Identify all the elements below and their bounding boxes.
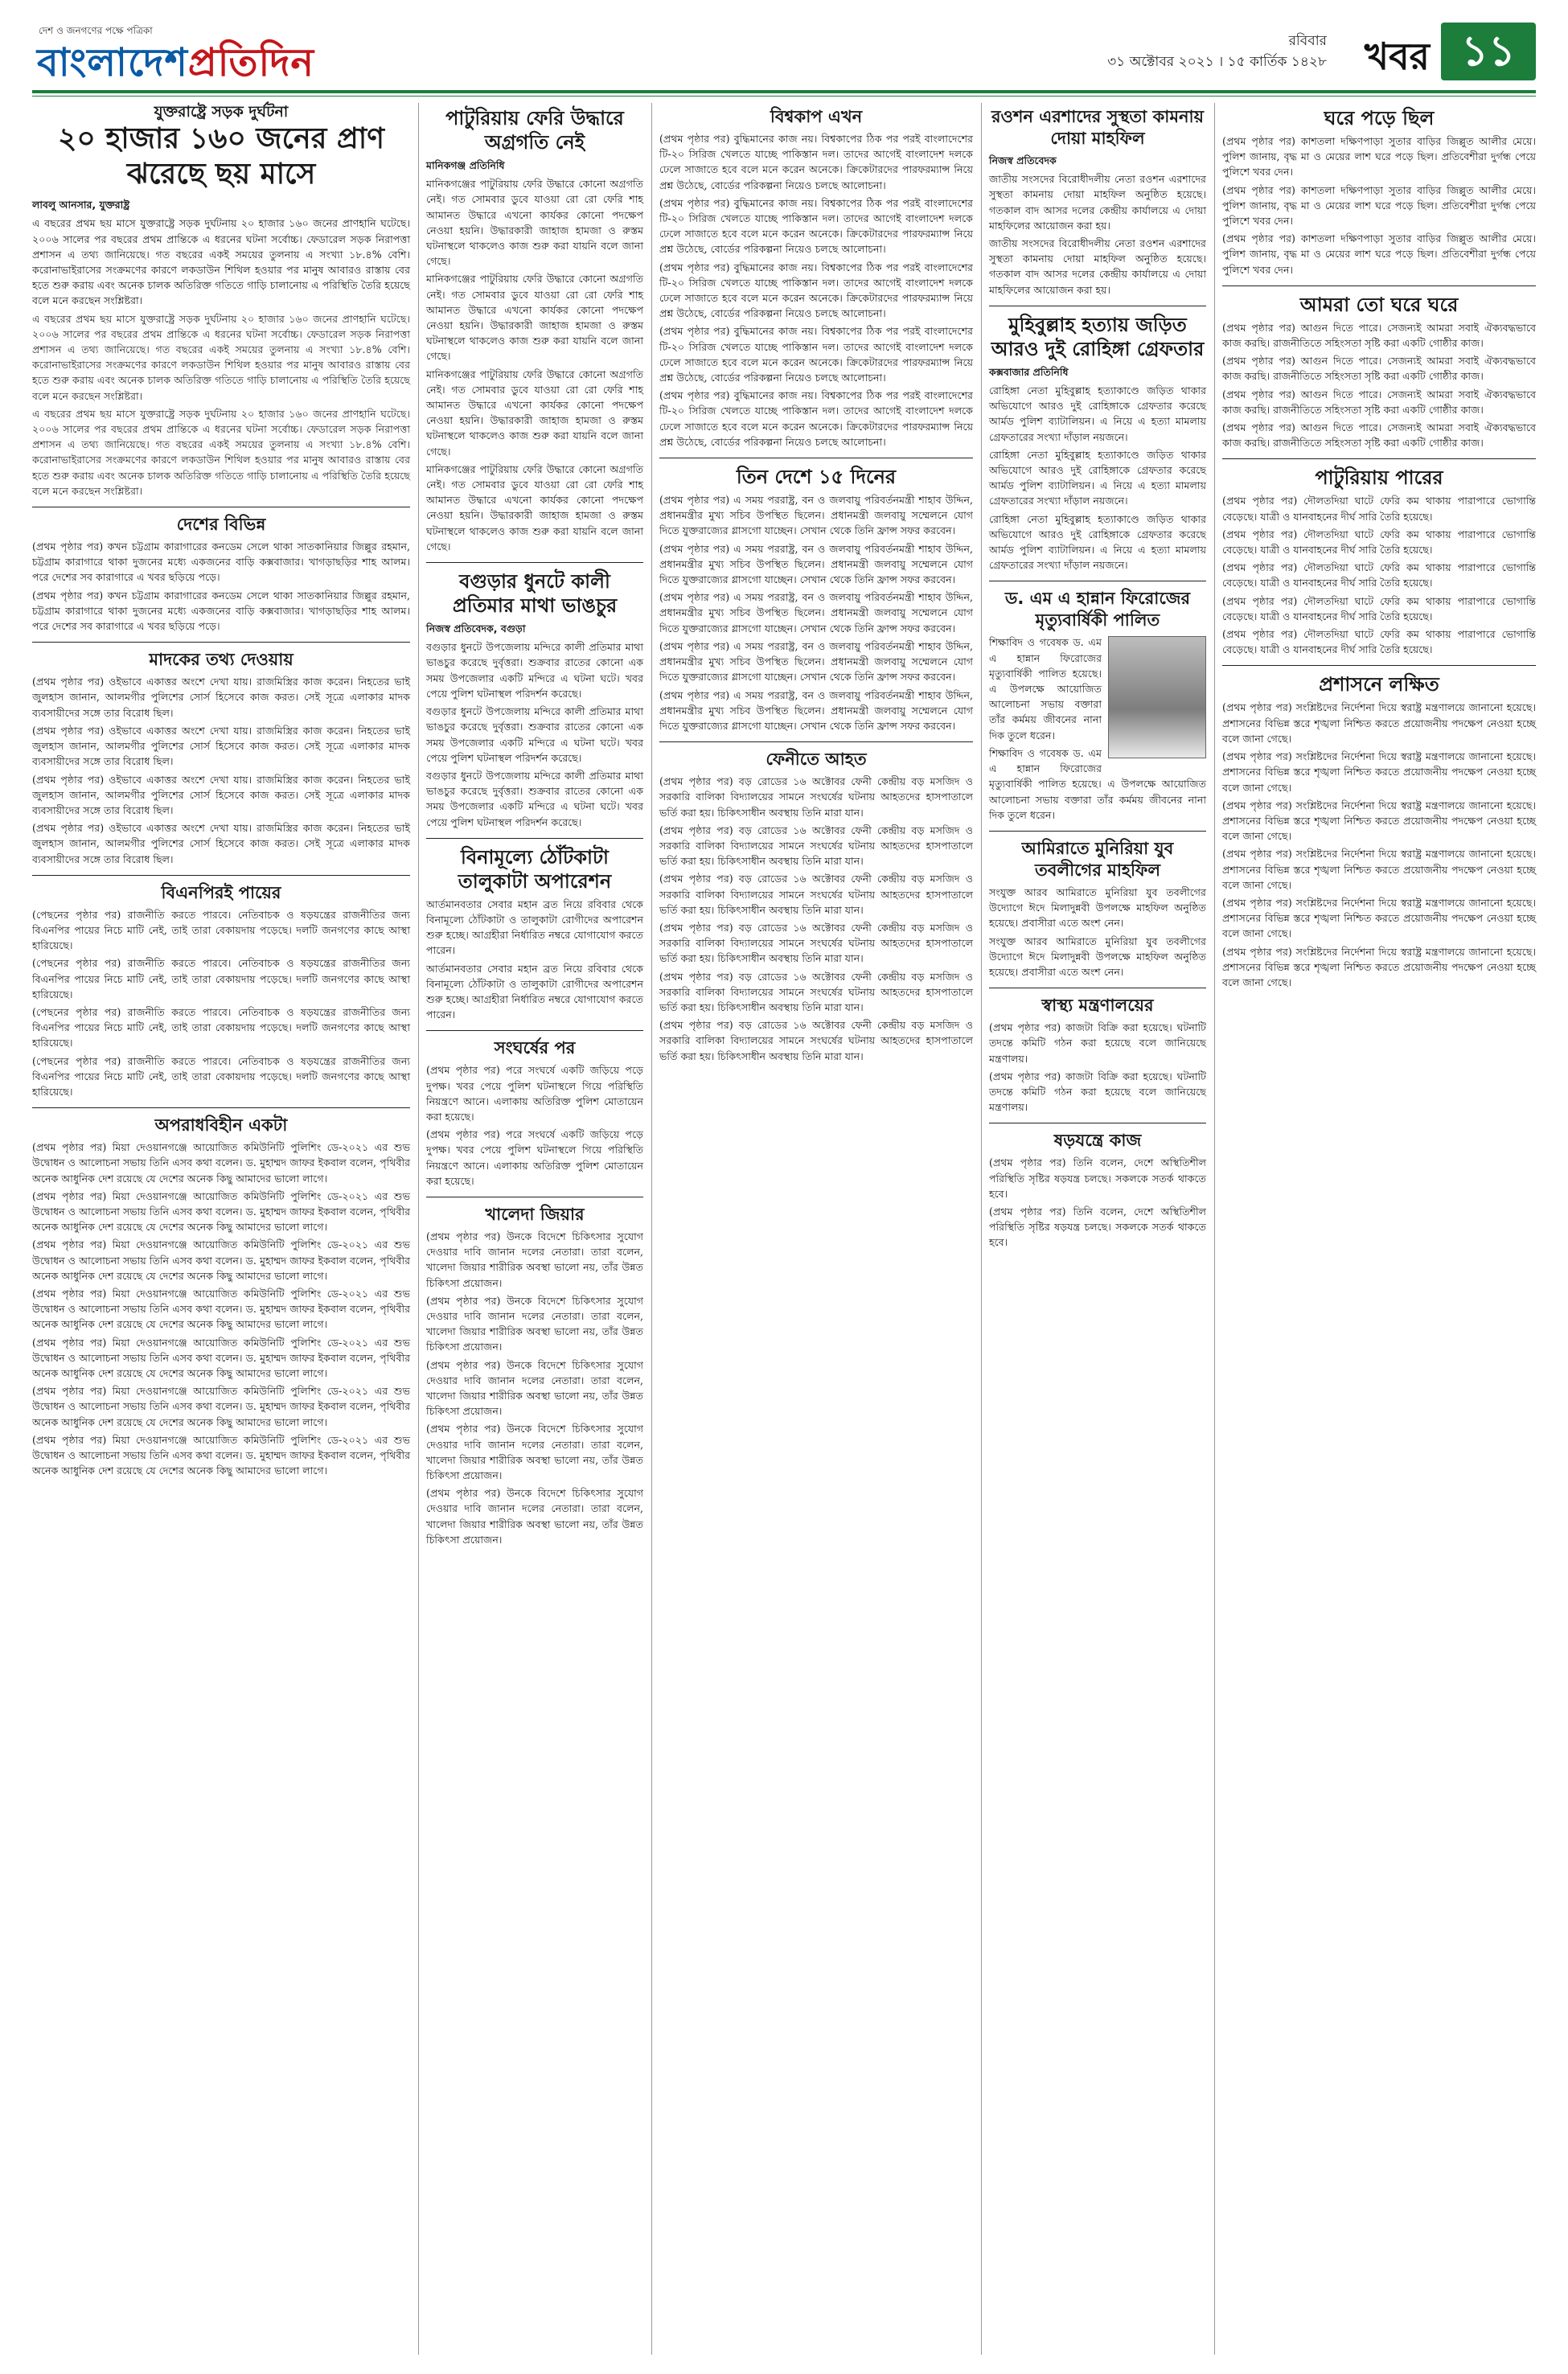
article-headline: বিএনপিরই পায়ের bbox=[161, 882, 281, 902]
article-paragraph: আর্তমানবতার সেবার মহান ব্রত নিয়ে রবিবার থেকে বিনামূল্যে ঠোঁটকাটা ও তালুকাটা রোগীদের অপারেশন শুরু হচ্ছে। আগ্রহীরা নির্ধারিত নম্বরে যোগাযোগ করতে পারেন। bbox=[426, 962, 643, 1021]
divider bbox=[32, 642, 410, 643]
article-ershad bbox=[989, 106, 1206, 298]
article-three-countries bbox=[659, 465, 973, 733]
article-headline: পাটুরিয়ায় পারের bbox=[1315, 466, 1443, 490]
column-3 bbox=[659, 103, 973, 1072]
article-byline: লাবলু আনসার, যুক্তরাষ্ট্র bbox=[32, 199, 130, 212]
article-headline: মুহিবুল্লাহ হত্যায় জড়িত আরও দুই রোহিঙ্গা গ্রেফতার bbox=[991, 313, 1205, 360]
article-paragraph: (প্রথম পৃষ্ঠার পর) মিয়া দেওয়ানগঞ্জে আয়োজিত কমিউনিটি পুলিশিং ডে-২০২১ এর শুভ উদ্বোধন ও আলোচনা সভায় তিনি এসব কথা বলেন। ড. মুহাম্মদ জাফর ইকবাল বলেন, পৃথিবীর অনেক আধুনিক দেশ রয়েছে যে দেশের অনেক কিছু আমাদের ভালো লাগে। bbox=[32, 1433, 410, 1477]
article-paragraph: মানিকগঞ্জের পাটুরিয়ায় ফেরি উদ্ধারে কোনো অগ্রগতি নেই। গত সোমবার ডুবে যাওয়া রো রো ফেরি শাহ আমানত উদ্ধারে এখনো কার্যকর কোনো পদক্ষেপ নেওয়া হয়নি। উদ্ধারকারী জাহাজ হামজা ও রুস্তম ঘটনাস্থলে থাকলেও কাজ শুরু করা যায়নি বলে জানা গেছে। bbox=[426, 462, 643, 552]
section-title: খবর bbox=[1364, 35, 1430, 78]
article-paragraph: (প্রথম পৃষ্ঠার পর) পরে সংঘর্ষে একটি জড়িয়ে পড়ে দুপক্ষ। খবর পেয়ে পুলিশ ঘটনাস্থলে গিয়ে পরিস্থিতি নিয়ন্ত্রণে আনে। এলাকায় অতিরিক্ত পুলিশ মোতায়েন করা হয়েছে। bbox=[426, 1064, 643, 1123]
article-paragraph: (প্রথম পৃষ্ঠার পর) ওইভাবে একাত্তর অংশে দেখা যায়। রাজমিস্ত্রির কাজ করেন। নিহতের ভাই জুলহাস জানান, আলমগীর পুলিশের সোর্স হিসেবে কাজ করত। সেই সূত্রে এলাকার মাদক ব্যবসায়ীদের সঙ্গে তার বিরোধ ছিল। bbox=[32, 676, 410, 719]
article-paragraph: বগুড়ার ধুনটে উপজেলায় মন্দিরে কালী প্রতিমার মাথা ভাঙচুর করেছে দুর্বৃত্তরা। শুক্রবার রাতের কোনো এক সময় উপজেলার একটি মন্দিরে এ ঘটনা ঘটে। খবর পেয়ে পুলিশ ঘটনাস্থল পরিদর্শন করেছে। bbox=[426, 641, 643, 700]
article-paragraph: এ বছরের প্রথম ছয় মাসে যুক্তরাষ্ট্রে সড়ক দুর্ঘটনায় ২০ হাজার ১৬০ জনের প্রাণহানি ঘটেছে। ২০০৬ সালের পর বছরের প্রথম প্রান্তিকে এ ধরনের ঘটনা সর্বোচ্চ। ফেডারেল সড়ক নিরাপত্তা প্রশাসন এ তথ্য জানিয়েছে। গত বছরের একই সময়ের তুলনায় এ সংখ্যা ১৮.৪% বেশি। করোনাভাইরাসের সংক্রমণের কারণে লকডাউন শিথিল হওয়ার পর মানুষ আবারও রাস্তায় বের হতে শুরু করায় এবং অনেক চালক অতিরিক্ত গতিতে গাড়ি চালানোয় এ পরিস্থিতি তৈরি হয়েছে বলে মনে করছেন সংশ্লিষ্টরা। bbox=[32, 407, 410, 497]
article-mahfil bbox=[989, 838, 1206, 980]
article-paragraph: রোহিঙ্গা নেতা মুহিবুল্লাহ হত্যাকাণ্ডে জড়িত থাকার অভিযোগে আরও দুই রোহিঙ্গাকে গ্রেফতার করেছে আর্মড পুলিশ ব্যাটালিয়ন। এ নিয়ে এ হত্যা মামলায় গ্রেফতারের সংখ্যা দাঁড়াল নয়জনে। bbox=[989, 384, 1206, 443]
article-body bbox=[32, 907, 410, 1099]
article-paragraph: (প্রথম পৃষ্ঠার পর) মিয়া দেওয়ানগঞ্জে আয়োজিত কমিউনিটি পুলিশিং ডে-২০২১ এর শুভ উদ্বোধন ও আলোচনা সভায় তিনি এসব কথা বলেন। ড. মুহাম্মদ জাফর ইকবাল বলেন, পৃথিবীর অনেক আধুনিক দেশ রয়েছে যে দেশের অনেক কিছু আমাদের ভালো লাগে। bbox=[32, 1189, 410, 1234]
divider bbox=[989, 831, 1206, 832]
article-paragraph: শিক্ষাবিদ ও গবেষক ড. এম এ হান্নান ফিরোজের মৃত্যুবার্ষিকী পালিত হয়েছে। এ উপলক্ষে আয়োজিত আলোচনা সভায় বক্তারা তাঁর কর্মময় জীবনের নানা দিক তুলে ধরেন। bbox=[989, 636, 1102, 741]
article-paragraph: (প্রথম পৃষ্ঠার পর) কাশতলা দক্ষিণপাড়া সুতার বাড়ির জিল্লুত আলীর মেয়ে। পুলিশ জানায়, বৃদ্ধ মা ও মেয়ের লাশ ঘরে পড়ে ছিল। প্রতিবেশীরা দুর্গন্ধ পেয়ে পুলিশে খবর দেন। bbox=[1222, 183, 1536, 228]
article-paragraph: (প্রথম পৃষ্ঠার পর) দৌলতদিয়া ঘাটে ফেরি কম থাকায় পারাপারে ভোগান্তি বেড়েছে। যাত্রী ও যানবাহনের দীর্ঘ সারি তৈরি হয়েছে। bbox=[1222, 628, 1536, 656]
article-kicker: যুক্তরাষ্ট্রে সড়ক দুর্ঘটনা bbox=[154, 103, 289, 121]
article-paragraph: এ বছরের প্রথম ছয় মাসে যুক্তরাষ্ট্রে সড়ক দুর্ঘটনায় ২০ হাজার ১৬০ জনের প্রাণহানি ঘটেছে। ২০০৬ সালের পর বছরের প্রথম প্রান্তিকে এ ধরনের ঘটনা সর্বোচ্চ। ফেডারেল সড়ক নিরাপত্তা প্রশাসন এ তথ্য জানিয়েছে। গত বছরের একই সময়ের তুলনায় এ সংখ্যা ১৮.৪% বেশি। করোনাভাইরাসের সংক্রমণের কারণে লকডাউন শিথিল হওয়ার পর মানুষ আবারও রাস্তায় বের হতে শুরু করায় এবং অনেক চালক অতিরিক্ত গতিতে গাড়ি চালানোয় এ পরিস্থিতি তৈরি হয়েছে বলে মনে করছেন সংশ্লিষ্টরা। bbox=[32, 217, 410, 307]
column-2 bbox=[426, 103, 643, 1555]
article-paragraph: (প্রথম পৃষ্ঠার পর) উনকে বিদেশে চিকিৎসার সুযোগ দেওয়ার দাবি জানান দলের নেতারা। তারা বলেন, খালেদা জিয়ার শারীরিক অবস্থা ভালো নয়, তাঁর উন্নত চিকিৎসা প্রয়োজন। bbox=[426, 1423, 643, 1482]
article-headline: রওশন এরশাদের সুস্থতা কামনায় দোয়া মাহফিল bbox=[991, 107, 1205, 148]
article-paragraph: (প্রথম পৃষ্ঠার পর) উনকে বিদেশে চিকিৎসার সুযোগ দেওয়ার দাবি জানান দলের নেতারা। তারা বলেন, খালেদা জিয়ার শারীরিক অবস্থা ভালো নয়, তাঁর উন্নত চিকিৎসা প্রয়োজন। bbox=[426, 1487, 643, 1546]
logo-part1: বাংলাদেশ bbox=[37, 40, 188, 85]
masthead-right bbox=[876, 19, 1536, 88]
article-paragraph: (প্রথম পৃষ্ঠার পর) বুদ্ধিমানের কাজ নয়। বিশ্বকাপের ঠিক পর পরই বাংলাদেশের টি-২০ সিরিজ খেলতে যাচ্ছে পাকিস্তান দল। তাদের আগেই বাংলাদেশ দলকে ঢেলে সাজাতে হবে বলে মনে করেন অনেকে। ক্রিকেটারদের পারফরম্যান্স নিয়ে প্রশ্ন উঠেছে, বোর্ডের পরিকল্পনা নিয়েও চলছে আলোচনা। bbox=[659, 389, 973, 448]
article-worldcup bbox=[659, 106, 973, 450]
article-headline: পাটুরিয়ায় ফেরি উদ্ধারে অগ্রগতি নেই bbox=[445, 107, 624, 154]
article-headline: বিনামূল্যে ঠোঁটকাটা তালুকাটা অপারেশন bbox=[458, 845, 612, 893]
issue-full-date: ৩১ অক্টোবর ২০২১ । ১৫ কার্তিক ১৪২৮ bbox=[1107, 54, 1327, 70]
column-separator bbox=[418, 103, 419, 2355]
article-paragraph: সংযুক্ত আরব আমিরাতে মুনিরিয়া যুব তবলীগের উদ্যোগে ঈদে মিলাদুন্নবী উপলক্ষে মাহফিল অনুষ্ঠিত হয়েছে। প্রবাসীরা এতে অংশ নেন। bbox=[989, 934, 1206, 978]
column-5 bbox=[1222, 103, 1536, 998]
article-body bbox=[989, 1020, 1206, 1115]
logo-tagline: দেশ ও জনগণের পক্ষে পত্রিকা bbox=[39, 25, 153, 36]
article-body bbox=[426, 1229, 643, 1547]
article-paragraph: (পেছনের পৃষ্ঠার পর) রাজনীতি করতে পারবে। নেতিবাচক ও ষড়যন্ত্রের রাজনীতির জন্য বিএনপির পায়ের নিচে মাটি নেই, তাই তারা বেকায়দায় পড়েছে। দলটি জনগণের কাছে আস্থা হারিয়েছে। bbox=[32, 908, 410, 952]
article-paragraph: (প্রথম পৃষ্ঠার পর) পরে সংঘর্ষে একটি জড়িয়ে পড়ে দুপক্ষ। খবর পেয়ে পুলিশ ঘটনাস্থলে গিয়ে পরিস্থিতি নিয়ন্ত্রণে আনে। এলাকায় অতিরিক্ত পুলিশ মোতায়েন করা হয়েছে। bbox=[426, 1128, 643, 1187]
portrait-photo bbox=[1108, 636, 1206, 758]
article-body bbox=[1222, 320, 1536, 451]
article-paragraph: মানিকগঞ্জের পাটুরিয়ায় ফেরি উদ্ধারে কোনো অগ্রগতি নেই। গত সোমবার ডুবে যাওয়া রো রো ফেরি শাহ আমানত উদ্ধারে এখনো কার্যকর কোনো পদক্ষেপ নেওয়া হয়নি। উদ্ধারকারী জাহাজ হামজা ও রুস্তম ঘটনাস্থলে থাকলেও কাজ শুরু করা যায়নি বলে জানা গেছে। bbox=[426, 368, 643, 458]
article-paragraph: (প্রথম পৃষ্ঠার পর) আগুন দিতে পারে। সেজন্যই আমরা সবাই ঐক্যবদ্ধভাবে কাজ করছি। রাজনীতিতে সহিংসতা সৃষ্টি করা একটি গোষ্ঠীর কাজ। bbox=[1222, 321, 1536, 350]
article-paragraph: (প্রথম পৃষ্ঠার পর) তিনি বলেন, দেশে অস্থিতিশীল পরিস্থিতি সৃষ্টির ষড়যন্ত্র চলছে। সকলকে সতর্ক থাকতে হবে। bbox=[989, 1156, 1206, 1200]
column-1 bbox=[32, 103, 410, 1486]
article-paragraph: মানিকগঞ্জের পাটুরিয়ায় ফেরি উদ্ধারে কোনো অগ্রগতি নেই। গত সোমবার ডুবে যাওয়া রো রো ফেরি শাহ আমানত উদ্ধারে এখনো কার্যকর কোনো পদক্ষেপ নেওয়া হয়নি। উদ্ধারকারী জাহাজ হামজা ও রুস্তম ঘটনাস্থলে থাকলেও কাজ শুরু করা যায়নি বলে জানা গেছে। bbox=[426, 178, 643, 268]
article-paragraph: (প্রথম পৃষ্ঠার পর) ওইভাবে একাত্তর অংশে দেখা যায়। রাজমিস্ত্রির কাজ করেন। নিহতের ভাই জুলহাস জানান, আলমগীর পুলিশের সোর্স হিসেবে কাজ করত। সেই সূত্রে এলাকার মাদক ব্যবসায়ীদের সঙ্গে তার বিরোধ ছিল। bbox=[32, 822, 410, 865]
article-paragraph: রোহিঙ্গা নেতা মুহিবুল্লাহ হত্যাকাণ্ডে জড়িত থাকার অভিযোগে আরও দুই রোহিঙ্গাকে গ্রেফতার করেছে আর্মড পুলিশ ব্যাটালিয়ন। এ নিয়ে এ হত্যা মামলায় গ্রেফতারের সংখ্যা দাঁড়াল নয়জনে। bbox=[989, 448, 1206, 507]
masthead-rule-thin bbox=[32, 96, 1536, 97]
divider bbox=[1222, 665, 1536, 666]
divider bbox=[32, 875, 410, 876]
article-paragraph: (প্রথম পৃষ্ঠার পর) আগুন দিতে পারে। সেজন্যই আমরা সবাই ঐক্যবদ্ধভাবে কাজ করছি। রাজনীতিতে সহিংসতা সৃষ্টি করা একটি গোষ্ঠীর কাজ। bbox=[1222, 388, 1536, 416]
article-paragraph: (প্রথম পৃষ্ঠার পর) বড় রোডের ১৬ অক্টোবর ফেনী কেন্দ্রীয় বড় মসজিদ ও সরকারি বালিকা বিদ্যালয়ের সামনে সংঘর্ষের ঘটনায় আহতদের হাসপাতালে ভর্তি করা হয়। চিকিৎসাধীন অবস্থায় তিনি মারা যান। bbox=[659, 775, 973, 819]
article-conflict bbox=[426, 1037, 643, 1189]
article-paragraph: রোহিঙ্গা নেতা মুহিবুল্লাহ হত্যাকাণ্ডে জড়িত থাকার অভিযোগে আরও দুই রোহিঙ্গাকে গ্রেফতার করেছে আর্মড পুলিশ ব্যাটালিয়ন। এ নিয়ে এ হত্যা মামলায় গ্রেফতারের সংখ্যা দাঁড়াল নয়জনে। bbox=[989, 512, 1206, 572]
article-paragraph: (প্রথম পৃষ্ঠার পর) কাজটা বিক্রি করা হয়েছে। ঘটনাটি তদন্তে কমিটি গঠন করা হয়েছে বলে জানিয়েছে মন্ত্রণালয়। bbox=[989, 1021, 1206, 1065]
divider bbox=[659, 741, 973, 742]
article-paragraph: (প্রথম পৃষ্ঠার পর) এ সময় পররাষ্ট্র, বন ও জলবায়ু পরিবর্তনমন্ত্রী শাহাব উদ্দিন, প্রধানমন্ত্রীর মুখ্য সচিব উপস্থিত ছিলেন। প্রধানমন্ত্রী জলবায়ু সম্মেলনে যোগ দিতে যুক্তরাজ্যের গ্লাসগো যাচ্ছেন। সেখান থেকে তিনি ফ্রান্স সফর করবেন। bbox=[659, 688, 973, 732]
article-paragraph: (প্রথম পৃষ্ঠার পর) সংশ্লিষ্টদের নির্দেশনা দিয়ে স্বরাষ্ট্র মন্ত্রণালয়ে জানানো হয়েছে। প্রশাসনের বিভিন্ন স্তরে শৃঙ্খলা নিশ্চিত করতে প্রয়োজনীয় পদক্ষেপ নেওয়া হচ্ছে বলে জানা গেছে। bbox=[1222, 896, 1536, 940]
article-paragraph: (প্রথম পৃষ্ঠার পর) দৌলতদিয়া ঘাটে ফেরি কম থাকায় পারাপারে ভোগান্তি বেড়েছে। যাত্রী ও যানবাহনের দীর্ঘ সারি তৈরি হয়েছে। bbox=[1222, 528, 1536, 557]
article-paragraph: (প্রথম পৃষ্ঠার পর) বড় রোডের ১৬ অক্টোবর ফেনী কেন্দ্রীয় বড় মসজিদ ও সরকারি বালিকা বিদ্যালয়ের সামনে সংঘর্ষের ঘটনায় আহতদের হাসপাতালে ভর্তি করা হয়। চিকিৎসাধীন অবস্থায় তিনি মারা যান। bbox=[659, 824, 973, 868]
article-headline: ঘরে পড়ে ছিল bbox=[1324, 107, 1435, 129]
article-paragraph: (প্রথম পৃষ্ঠার পর) ওইভাবে একাত্তর অংশে দেখা যায়। রাজমিস্ত্রির কাজ করেন। নিহতের ভাই জুলহাস জানান, আলমগীর পুলিশের সোর্স হিসেবে কাজ করত। সেই সূত্রে এলাকার মাদক ব্যবসায়ীদের সঙ্গে তার বিরোধ ছিল। bbox=[32, 773, 410, 816]
article-body bbox=[426, 639, 643, 829]
divider bbox=[1222, 458, 1536, 459]
article-paragraph: (প্রথম পৃষ্ঠার পর) এ সময় পররাষ্ট্র, বন ও জলবায়ু পরিবর্তনমন্ত্রী শাহাব উদ্দিন, প্রধানমন্ত্রীর মুখ্য সচিব উপস্থিত ছিলেন। প্রধানমন্ত্রী জলবায়ু সম্মেলনে যোগ দিতে যুক্তরাজ্যের গ্লাসগো যাচ্ছেন। সেখান থেকে তিনি ফ্রান্স সফর করবেন। bbox=[659, 591, 973, 635]
article-body bbox=[989, 885, 1206, 980]
masthead bbox=[32, 19, 1536, 88]
article-body bbox=[659, 774, 973, 1064]
article-plot bbox=[989, 1130, 1206, 1250]
article-paragraph: (প্রথম পৃষ্ঠার পর) কখন চট্টগ্রাম কারাগারের কনডেম সেলে থাকা সাতকানিয়ার জিল্লুর রহমান, চট্টগ্রাম কারাগারে থাকা দুজনের মধ্যে একজনের বাড়ি কক্সবাজার। খাগড়াছড়ির শাহ আলম। পরে দেশের সব কারাগারে এ খবর ছড়িয়ে পড়ে। bbox=[32, 589, 410, 633]
article-bnp bbox=[32, 882, 410, 1099]
article-paragraph: (প্রথম পৃষ্ঠার পর) কখন চট্টগ্রাম কারাগারের কনডেম সেলে থাকা সাতকানিয়ার জিল্লুর রহমান, চট্টগ্রাম কারাগারে থাকা দুজনের মধ্যে একজনের বাড়ি কক্সবাজার। খাগড়াছড়ির শাহ আলম। পরে দেশের সব কারাগারে এ খবর ছড়িয়ে পড়ে। bbox=[32, 540, 410, 584]
article-paturia bbox=[426, 106, 643, 554]
article-body bbox=[989, 1155, 1206, 1250]
article-paragraph: (প্রথম পৃষ্ঠার পর) বুদ্ধিমানের কাজ নয়। বিশ্বকাপের ঠিক পর পরই বাংলাদেশের টি-২০ সিরিজ খেলতে যাচ্ছে পাকিস্তান দল। তাদের আগেই বাংলাদেশ দলকে ঢেলে সাজাতে হবে বলে মনে করেন অনেকে। ক্রিকেটারদের পারফরম্যান্স নিয়ে প্রশ্ন উঠেছে, বোর্ডের পরিকল্পনা নিয়েও চলছে আলোচনা। bbox=[659, 133, 973, 191]
column-separator bbox=[981, 103, 982, 2355]
column-separator bbox=[651, 103, 652, 2355]
article-body bbox=[1222, 493, 1536, 657]
article-muhibullah bbox=[989, 313, 1206, 573]
article-headline: অপরাধবিহীন একটা bbox=[154, 1115, 288, 1136]
article-headline: স্বাস্থ্য মন্ত্রণালয়ের bbox=[1041, 996, 1154, 1016]
article-paragraph: (প্রথম পৃষ্ঠার পর) বুদ্ধিমানের কাজ নয়। বিশ্বকাপের ঠিক পর পরই বাংলাদেশের টি-২০ সিরিজ খেলতে যাচ্ছে পাকিস্তান দল। তাদের আগেই বাংলাদেশ দলকে ঢেলে সাজাতে হবে বলে মনে করেন অনেকে। ক্রিকেটারদের পারফরম্যান্স নিয়ে প্রশ্ন উঠেছে, বোর্ডের পরিকল্পনা নিয়েও চলছে আলোচনা। bbox=[659, 325, 973, 384]
article-paragraph: (প্রথম পৃষ্ঠার পর) সংশ্লিষ্টদের নির্দেশনা দিয়ে স্বরাষ্ট্র মন্ত্রণালয়ে জানানো হয়েছে। প্রশাসনের বিভিন্ন স্তরে শৃঙ্খলা নিশ্চিত করতে প্রয়োজনীয় পদক্ষেপ নেওয়া হচ্ছে বলে জানা গেছে। bbox=[1222, 848, 1536, 891]
article-paragraph: (প্রথম পৃষ্ঠার পর) সংশ্লিষ্টদের নির্দেশনা দিয়ে স্বরাষ্ট্র মন্ত্রণালয়ে জানানো হয়েছে। প্রশাসনের বিভিন্ন স্তরে শৃঙ্খলা নিশ্চিত করতে প্রয়োজনীয় পদক্ষেপ নেওয়া হচ্ছে বলে জানা গেছে। bbox=[1222, 799, 1536, 843]
article-headline: বিশ্বকাপ এখন bbox=[770, 107, 863, 126]
article-headline: তিন দেশে ১৫ দিনের bbox=[736, 466, 897, 489]
article-headline: ড. এম এ হান্নান ফিরোজের মৃত্যুবার্ষিকী পালিত bbox=[1004, 589, 1191, 630]
article-paragraph: (প্রথম পৃষ্ঠার পর) উনকে বিদেশে চিকিৎসার সুযোগ দেওয়ার দাবি জানান দলের নেতারা। তারা বলেন, খালেদা জিয়ার শারীরিক অবস্থা ভালো নয়, তাঁর উন্নত চিকিৎসা প্রয়োজন। bbox=[426, 1358, 643, 1418]
article-paragraph: (প্রথম পৃষ্ঠার পর) মিয়া দেওয়ানগঞ্জে আয়োজিত কমিউনিটি পুলিশিং ডে-২০২১ এর শুভ উদ্বোধন ও আলোচনা সভায় তিনি এসব কথা বলেন। ড. মুহাম্মদ জাফর ইকবাল বলেন, পৃথিবীর অনেক আধুনিক দেশ রয়েছে যে দেশের অনেক কিছু আমাদের ভালো লাগে। bbox=[32, 1238, 410, 1282]
article-paturia-ghat bbox=[1222, 466, 1536, 657]
logo-part2: প্রতিদিন bbox=[187, 40, 315, 85]
logo bbox=[32, 19, 370, 88]
article-body bbox=[426, 176, 643, 554]
article-paragraph: (প্রথম পৃষ্ঠার পর) আগুন দিতে পারে। সেজন্যই আমরা সবাই ঐক্যবদ্ধভাবে কাজ করছি। রাজনীতিতে সহিংসতা সৃষ্টি করা একটি গোষ্ঠীর কাজ। bbox=[1222, 355, 1536, 383]
article-headline: আমরা তো ঘরে ঘরে bbox=[1299, 293, 1459, 316]
article-headline: প্রশাসনে লক্ষিত bbox=[1319, 673, 1439, 696]
article-cleft bbox=[426, 845, 643, 1023]
article-paragraph: (প্রথম পৃষ্ঠার পর) দৌলতদিয়া ঘাটে ফেরি কম থাকায় পারাপারে ভোগান্তি বেড়েছে। যাত্রী ও যানবাহনের দীর্ঘ সারি তৈরি হয়েছে। bbox=[1222, 594, 1536, 622]
article-paragraph: (প্রথম পৃষ্ঠার পর) সংশ্লিষ্টদের নির্দেশনা দিয়ে স্বরাষ্ট্র মন্ত্রণালয়ে জানানো হয়েছে। প্রশাসনের বিভিন্ন স্তরে শৃঙ্খলা নিশ্চিত করতে প্রয়োজনীয় পদক্ষেপ নেওয়া হচ্ছে বলে জানা গেছে। bbox=[1222, 701, 1536, 745]
article-paragraph: (প্রথম পৃষ্ঠার পর) এ সময় পররাষ্ট্র, বন ও জলবায়ু পরিবর্তনমন্ত্রী শাহাব উদ্দিন, প্রধানমন্ত্রীর মুখ্য সচিব উপস্থিত ছিলেন। প্রধানমন্ত্রী জলবায়ু সম্মেলনে যোগ দিতে যুক্তরাজ্যের গ্লাসগো যাচ্ছেন। সেখান থেকে তিনি ফ্রান্স সফর করবেন। bbox=[659, 639, 973, 684]
article-byline: মানিকগঞ্জ প্রতিনিধি bbox=[426, 159, 505, 171]
article-obituary bbox=[989, 588, 1206, 822]
article-paragraph: (প্রথম পৃষ্ঠার পর) মিয়া দেওয়ানগঞ্জে আয়োজিত কমিউনিটি পুলিশিং ডে-২০২১ এর শুভ উদ্বোধন ও আলোচনা সভায় তিনি এসব কথা বলেন। ড. মুহাম্মদ জাফর ইকবাল বলেন, পৃথিবীর অনেক আধুনিক দেশ রয়েছে যে দেশের অনেক কিছু আমাদের ভালো লাগে। bbox=[32, 1385, 410, 1428]
divider bbox=[32, 1107, 410, 1108]
article-headline: দেশের বিভিন্ন bbox=[176, 515, 266, 535]
article-paragraph: মানিকগঞ্জের পাটুরিয়ায় ফেরি উদ্ধারে কোনো অগ্রগতি নেই। গত সোমবার ডুবে যাওয়া রো রো ফেরি শাহ আমানত উদ্ধারে এখনো কার্যকর কোনো পদক্ষেপ নেওয়া হয়নি। উদ্ধারকারী জাহাজ হামজা ও রুস্তম ঘটনাস্থলে থাকলেও কাজ শুরু করা যায়নি বলে জানা গেছে। bbox=[426, 273, 643, 363]
article-paragraph: (প্রথম পৃষ্ঠার পর) বড় রোডের ১৬ অক্টোবর ফেনী কেন্দ্রীয় বড় মসজিদ ও সরকারি বালিকা বিদ্যালয়ের সামনে সংঘর্ষের ঘটনায় আহতদের হাসপাতালে ভর্তি করা হয়। চিকিৎসাধীন অবস্থায় তিনি মারা যান। bbox=[659, 970, 973, 1013]
article-body bbox=[659, 131, 973, 450]
article-amra bbox=[1222, 293, 1536, 451]
article-body bbox=[32, 674, 410, 866]
article-country bbox=[32, 514, 410, 634]
article-paragraph: (প্রথম পৃষ্ঠার পর) উনকে বিদেশে চিকিৎসার সুযোগ দেওয়ার দাবি জানান দলের নেতারা। তারা বলেন, খালেদা জিয়ার শারীরিক অবস্থা ভালো নয়, তাঁর উন্নত চিকিৎসা প্রয়োজন। bbox=[426, 1230, 643, 1289]
article-byline: নিজস্ব প্রতিবেদক, বগুড়া bbox=[426, 622, 526, 635]
article-body bbox=[659, 492, 973, 733]
article-paragraph: আর্তমানবতার সেবার মহান ব্রত নিয়ে রবিবার থেকে বিনামূল্যে ঠোঁটকাটা ও তালুকাটা রোগীদের অপারেশন শুরু হচ্ছে। আগ্রহীরা নির্ধারিত নম্বরে যোগাযোগ করতে পারেন। bbox=[426, 897, 643, 957]
article-paragraph: (প্রথম পৃষ্ঠার পর) কাজটা বিক্রি করা হয়েছে। ঘটনাটি তদন্তে কমিটি গঠন করা হয়েছে বলে জানিয়েছে মন্ত্রণালয়। bbox=[989, 1070, 1206, 1114]
article-akta bbox=[32, 1115, 410, 1478]
article-byline: নিজস্ব প্রতিবেদক bbox=[989, 154, 1057, 166]
article-paragraph: (প্রথম পৃষ্ঠার পর) দৌলতদিয়া ঘাটে ফেরি কম থাকায় পারাপারে ভোগান্তি বেড়েছে। যাত্রী ও যানবাহনের দীর্ঘ সারি তৈরি হয়েছে। bbox=[1222, 495, 1536, 523]
divider bbox=[426, 1030, 643, 1031]
article-byline: কক্সবাজার প্রতিনিধি bbox=[989, 365, 1069, 378]
article-paragraph: (প্রথম পৃষ্ঠার পর) মিয়া দেওয়ানগঞ্জে আয়োজিত কমিউনিটি পুলিশিং ডে-২০২১ এর শুভ উদ্বোধন ও আলোচনা সভায় তিনি এসব কথা বলেন। ড. মুহাম্মদ জাফর ইকবাল বলেন, পৃথিবীর অনেক আধুনিক দেশ রয়েছে যে দেশের অনেক কিছু আমাদের ভালো লাগে। bbox=[32, 1287, 410, 1331]
article-paragraph: (প্রথম পৃষ্ঠার পর) মিয়া দেওয়ানগঞ্জে আয়োজিত কমিউনিটি পুলিশিং ডে-২০২১ এর শুভ উদ্বোধন ও আলোচনা সভায় তিনি এসব কথা বলেন। ড. মুহাম্মদ জাফর ইকবাল বলেন, পৃথিবীর অনেক আধুনিক দেশ রয়েছে যে দেশের অনেক কিছু আমাদের ভালো লাগে। bbox=[32, 1141, 410, 1185]
article-khaleda bbox=[426, 1204, 643, 1547]
article-body bbox=[32, 539, 410, 634]
article-headline: ষড়যন্ত্রে কাজ bbox=[1053, 1131, 1142, 1151]
article-paragraph: সংযুক্ত আরব আমিরাতে মুনিরিয়া যুব তবলীগের উদ্যোগে ঈদে মিলাদুন্নবী উপলক্ষে মাহফিল অনুষ্ঠিত হয়েছে। প্রবাসীরা এতে অংশ নেন। bbox=[989, 885, 1206, 930]
article-paragraph: বগুড়ার ধুনটে উপজেলায় মন্দিরে কালী প্রতিমার মাথা ভাঙচুর করেছে দুর্বৃত্তরা। শুক্রবার রাতের কোনো এক সময় উপজেলার একটি মন্দিরে এ ঘটনা ঘটে। খবর পেয়ে পুলিশ ঘটনাস্থল পরিদর্শন করেছে। bbox=[426, 705, 643, 764]
article-paragraph: জাতীয় সংসদের বিরোধীদলীয় নেতা রওশন এরশাদের সুস্থতা কামনায় দোয়া মাহফিল অনুষ্ঠিত হয়েছে। গতকাল বাদ আসর দলের কেন্দ্রীয় কার্যালয়ে এ দোয়া মাহফিলের আয়োজন করা হয়। bbox=[989, 237, 1206, 296]
article-drugs bbox=[32, 649, 410, 866]
article-paragraph: এ বছরের প্রথম ছয় মাসে যুক্তরাষ্ট্রে সড়ক দুর্ঘটনায় ২০ হাজার ১৬০ জনের প্রাণহানি ঘটেছে। ২০০৬ সালের পর বছরের প্রথম প্রান্তিকে এ ধরনের ঘটনা সর্বোচ্চ। ফেডারেল সড়ক নিরাপত্তা প্রশাসন এ তথ্য জানিয়েছে। গত বছরের একই সময়ের তুলনায় এ সংখ্যা ১৮.৪% বেশি। করোনাভাইরাসের সংক্রমণের কারণে লকডাউন শিথিল হওয়ার পর মানুষ আবারও রাস্তায় বের হতে শুরু করায় এবং অনেক চালক অতিরিক্ত গতিতে গাড়ি চালানোয় এ পরিস্থিতি তৈরি হয়েছে বলে মনে করছেন সংশ্লিষ্টরা। bbox=[32, 312, 410, 402]
article-paragraph: (প্রথম পৃষ্ঠার পর) এ সময় পররাষ্ট্র, বন ও জলবায়ু পরিবর্তনমন্ত্রী শাহাব উদ্দিন, প্রধানমন্ত্রীর মুখ্য সচিব উপস্থিত ছিলেন। প্রধানমন্ত্রী জলবায়ু সম্মেলনে যোগ দিতে যুক্তরাজ্যের গ্লাসগো যাচ্ছেন। সেখান থেকে তিনি ফ্রান্স সফর করবেন। bbox=[659, 494, 973, 537]
article-paragraph: (প্রথম পৃষ্ঠার পর) বুদ্ধিমানের কাজ নয়। বিশ্বকাপের ঠিক পর পরই বাংলাদেশের টি-২০ সিরিজ খেলতে যাচ্ছে পাকিস্তান দল। তাদের আগেই বাংলাদেশ দলকে ঢেলে সাজাতে হবে বলে মনে করেন অনেকে। ক্রিকেটারদের পারফরম্যান্স নিয়ে প্রশ্ন উঠেছে, বোর্ডের পরিকল্পনা নিয়েও চলছে আলোচনা। bbox=[659, 196, 973, 256]
article-paragraph: (প্রথম পৃষ্ঠার পর) বড় রোডের ১৬ অক্টোবর ফেনী কেন্দ্রীয় বড় মসজিদ ও সরকারি বালিকা বিদ্যালয়ের সামনে সংঘর্ষের ঘটনায় আহতদের হাসপাতালে ভর্তি করা হয়। চিকিৎসাধীন অবস্থায় তিনি মারা যান। bbox=[659, 1019, 973, 1062]
article-body bbox=[1222, 133, 1536, 277]
article-paragraph: বগুড়ার ধুনটে উপজেলায় মন্দিরে কালী প্রতিমার মাথা ভাঙচুর করেছে দুর্বৃত্তরা। শুক্রবার রাতের কোনো এক সময় উপজেলার একটি মন্দিরে এ ঘটনা ঘটে। খবর পেয়ে পুলিশ ঘটনাস্থল পরিদর্শন করেছে। bbox=[426, 769, 643, 828]
article-paragraph: (পেছনের পৃষ্ঠার পর) রাজনীতি করতে পারবে। নেতিবাচক ও ষড়যন্ত্রের রাজনীতির জন্য বিএনপির পায়ের নিচে মাটি নেই, তাই তারা বেকায়দায় পড়েছে। দলটি জনগণের কাছে আস্থা হারিয়েছে। bbox=[32, 957, 410, 1000]
article-paragraph: জাতীয় সংসদের বিরোধীদলীয় নেতা রওশন এরশাদের সুস্থতা কামনায় দোয়া মাহফিল অনুষ্ঠিত হয়েছে। গতকাল বাদ আসর দলের কেন্দ্রীয় কার্যালয়ে এ দোয়া মাহফিলের আয়োজন করা হয়। bbox=[989, 173, 1206, 232]
article-paragraph: (প্রথম পৃষ্ঠার পর) কাশতলা দক্ষিণপাড়া সুতার বাড়ির জিল্লুত আলীর মেয়ে। পুলিশ জানায়, বৃদ্ধ মা ও মেয়ের লাশ ঘরে পড়ে ছিল। প্রতিবেশীরা দুর্গন্ধ পেয়ে পুলিশে খবর দেন। bbox=[1222, 135, 1536, 179]
article-paragraph: (প্রথম পৃষ্ঠার পর) মিয়া দেওয়ানগঞ্জে আয়োজিত কমিউনিটি পুলিশিং ডে-২০২১ এর শুভ উদ্বোধন ও আলোচনা সভায় তিনি এসব কথা বলেন। ড. মুহাম্মদ জাফর ইকবাল বলেন, পৃথিবীর অনেক আধুনিক দেশ রয়েছে যে দেশের অনেক কিছু আমাদের ভালো লাগে। bbox=[32, 1336, 410, 1379]
article-body bbox=[32, 216, 410, 308]
logo-text bbox=[37, 34, 314, 97]
article-paragraph: (প্রথম পৃষ্ঠার পর) এ সময় পররাষ্ট্র, বন ও জলবায়ু পরিবর্তনমন্ত্রী শাহাব উদ্দিন, প্রধানমন্ত্রীর মুখ্য সচিব উপস্থিত ছিলেন। প্রধানমন্ত্রী জলবায়ু সম্মেলনে যোগ দিতে যুক্তরাজ্যের গ্লাসগো যাচ্ছেন। সেখান থেকে তিনি ফ্রান্স সফর করবেন। bbox=[659, 542, 973, 586]
masthead-rule bbox=[32, 90, 1536, 93]
article-headline: খালেদা জিয়ার bbox=[485, 1204, 585, 1224]
article-paragraph: (পেছনের পৃষ্ঠার পর) রাজনীতি করতে পারবে। নেতিবাচক ও ষড়যন্ত্রের রাজনীতির জন্য বিএনপির পায়ের নিচে মাটি নেই, তাই তারা বেকায়দায় পড়েছে। দলটি জনগণের কাছে আস্থা হারিয়েছে। bbox=[32, 1005, 410, 1049]
article-paragraph: (প্রথম পৃষ্ঠার পর) তিনি বলেন, দেশে অস্থিতিশীল পরিস্থিতি সৃষ্টির ষড়যন্ত্র চলছে। সকলকে সতর্ক থাকতে হবে। bbox=[989, 1205, 1206, 1249]
article-paragraph: শিক্ষাবিদ ও গবেষক ড. এম এ হান্নান ফিরোজের মৃত্যুবার্ষিকী পালিত হয়েছে। এ উপলক্ষে আয়োজিত আলোচনা সভায় বক্তারা তাঁর কর্মময় জীবনের নানা দিক তুলে ধরেন। bbox=[989, 746, 1206, 821]
article-paragraph: (পেছনের পৃষ্ঠার পর) রাজনীতি করতে পারবে। নেতিবাচক ও ষড়যন্ত্রের রাজনীতির জন্য বিএনপির পায়ের নিচে মাটি নেই, তাই তারা বেকায়দায় পড়েছে। দলটি জনগণের কাছে আস্থা হারিয়েছে। bbox=[32, 1054, 410, 1098]
article-bogra bbox=[426, 569, 643, 830]
article-body bbox=[989, 383, 1206, 573]
column-4 bbox=[989, 103, 1206, 1259]
article-paragraph: (প্রথম পৃষ্ঠার পর) আগুন দিতে পারে। সেজন্যই আমরা সবাই ঐক্যবদ্ধভাবে কাজ করছি। রাজনীতিতে সহিংসতা সৃষ্টি করা একটি গোষ্ঠীর কাজ। bbox=[1222, 421, 1536, 450]
article-body bbox=[32, 1140, 410, 1478]
article-paragraph: (প্রথম পৃষ্ঠার পর) দৌলতদিয়া ঘাটে ফেরি কম থাকায় পারাপারে ভোগান্তি বেড়েছে। যাত্রী ও যানবাহনের দীর্ঘ সারি তৈরি হয়েছে। bbox=[1222, 561, 1536, 589]
column-separator bbox=[1214, 103, 1215, 2355]
article-paragraph: (প্রথম পৃষ্ঠার পর) বড় রোডের ১৬ অক্টোবর ফেনী কেন্দ্রীয় বড় মসজিদ ও সরকারি বালিকা বিদ্যালয়ের সামনে সংঘর্ষের ঘটনায় আহতদের হাসপাতালে ভর্তি করা হয়। চিকিৎসাধীন অবস্থায় তিনি মারা যান। bbox=[659, 873, 973, 916]
article-health bbox=[989, 995, 1206, 1115]
article-headline: সংঘর্ষের পর bbox=[494, 1038, 576, 1058]
issue-date bbox=[1107, 31, 1327, 72]
article-body bbox=[426, 897, 643, 1023]
article-admin bbox=[1222, 672, 1536, 990]
issue-day: রবিবার bbox=[1288, 33, 1327, 49]
article-headline: মাদকের তথ্য দেওয়ায় bbox=[149, 650, 293, 670]
article-headline: ফেনীতে আহত bbox=[766, 750, 867, 770]
article-paragraph: (প্রথম পৃষ্ঠার পর) উনকে বিদেশে চিকিৎসার সুযোগ দেওয়ার দাবি জানান দলের নেতারা। তারা বলেন, খালেদা জিয়ার শারীরিক অবস্থা ভালো নয়, তাঁর উন্নত চিকিৎসা প্রয়োজন। bbox=[426, 1294, 643, 1353]
article-headline: ২০ হাজার ১৬০ জনের প্রাণ ঝরেছে ছয় মাসে bbox=[58, 122, 384, 191]
divider bbox=[426, 562, 643, 563]
article-paragraph: (প্রথম পৃষ্ঠার পর) ওইভাবে একাত্তর অংশে দেখা যায়। রাজমিস্ত্রির কাজ করেন। নিহতের ভাই জুলহাস জানান, আলমগীর পুলিশের সোর্স হিসেবে কাজ করত। সেই সূত্রে এলাকার মাদক ব্যবসায়ীদের সঙ্গে তার বিরোধ ছিল। bbox=[32, 724, 410, 768]
article-paragraph: (প্রথম পৃষ্ঠার পর) সংশ্লিষ্টদের নির্দেশনা দিয়ে স্বরাষ্ট্র মন্ত্রণালয়ে জানানো হয়েছে। প্রশাসনের বিভিন্ন স্তরে শৃঙ্খলা নিশ্চিত করতে প্রয়োজনীয় পদক্ষেপ নেওয়া হচ্ছে বলে জানা গেছে। bbox=[1222, 945, 1536, 988]
article-feni bbox=[659, 749, 973, 1064]
article-body-continued bbox=[32, 311, 410, 499]
article-home bbox=[1222, 106, 1536, 277]
article-paragraph: (প্রথম পৃষ্ঠার পর) বুদ্ধিমানের কাজ নয়। বিশ্বকাপের ঠিক পর পরই বাংলাদেশের টি-২০ সিরিজ খেলতে যাচ্ছে পাকিস্তান দল। তাদের আগেই বাংলাদেশ দলকে ঢেলে সাজাতে হবে বলে মনে করেন অনেকে। ক্রিকেটারদের পারফরম্যান্স নিয়ে প্রশ্ন উঠেছে, বোর্ডের পরিকল্পনা নিয়েও চলছে আলোচনা। bbox=[659, 261, 973, 320]
article-body bbox=[989, 171, 1206, 298]
article-headline: আমিরাতে মুনিরিয়া যুব তবলীগের মাহফিল bbox=[1021, 838, 1174, 880]
divider bbox=[1222, 285, 1536, 286]
article-body bbox=[1222, 700, 1536, 990]
article-paragraph: (প্রথম পৃষ্ঠার পর) কাশতলা দক্ষিণপাড়া সুতার বাড়ির জিল্লুত আলীর মেয়ে। পুলিশ জানায়, বৃদ্ধ মা ও মেয়ের লাশ ঘরে পড়ে ছিল। প্রতিবেশীরা দুর্গন্ধ পেয়ে পুলিশে খবর দেন। bbox=[1222, 232, 1536, 276]
page-number: ১১ bbox=[1441, 23, 1536, 80]
article-road-accident bbox=[32, 105, 410, 499]
article-body bbox=[426, 1062, 643, 1189]
article-paragraph: (প্রথম পৃষ্ঠার পর) বড় রোডের ১৬ অক্টোবর ফেনী কেন্দ্রীয় বড় মসজিদ ও সরকারি বালিকা বিদ্যালয়ের সামনে সংঘর্ষের ঘটনায় আহতদের হাসপাতালে ভর্তি করা হয়। চিকিৎসাধীন অবস্থায় তিনি মারা যান। bbox=[659, 921, 973, 965]
article-headline: বগুড়ার ধুনটে কালী প্রতিমার মাথা ভাঙচুর bbox=[452, 570, 618, 618]
article-paragraph: (প্রথম পৃষ্ঠার পর) সংশ্লিষ্টদের নির্দেশনা দিয়ে স্বরাষ্ট্র মন্ত্রণালয়ে জানানো হয়েছে। প্রশাসনের বিভিন্ন স্তরে শৃঙ্খলা নিশ্চিত করতে প্রয়োজনীয় পদক্ষেপ নেওয়া হচ্ছে বলে জানা গেছে। bbox=[1222, 750, 1536, 794]
divider bbox=[426, 838, 643, 839]
